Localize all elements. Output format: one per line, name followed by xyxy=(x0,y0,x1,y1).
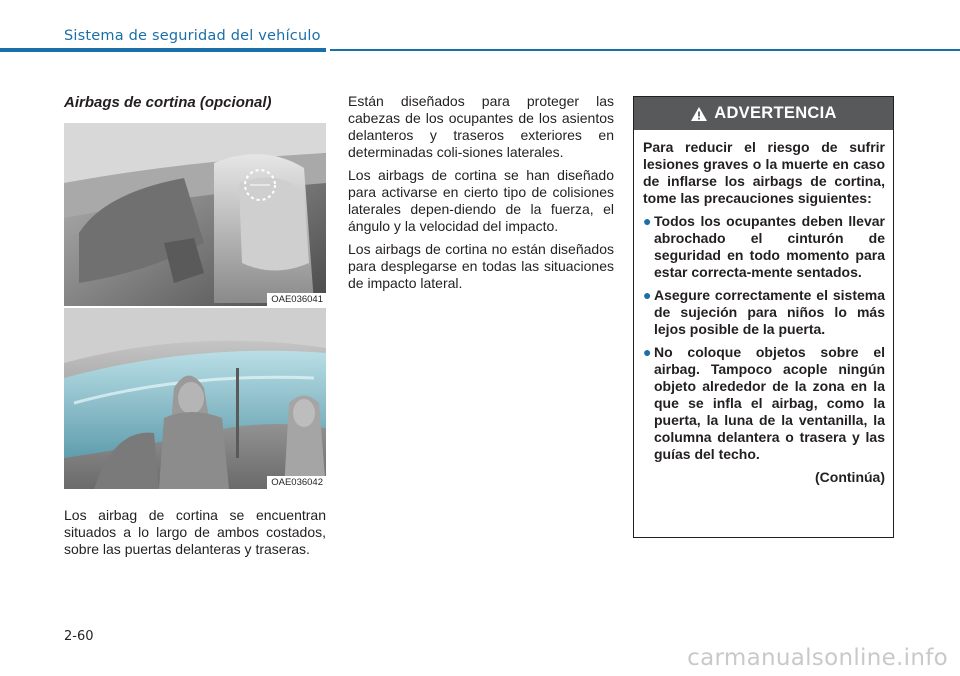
photo-curtain-airbag-location xyxy=(64,123,326,306)
bullet-icon: ● xyxy=(643,287,652,303)
paragraph: Están diseñados para proteger las cabezas de los ocupantes de los asientos delanteros y traseros exteriores en determinadas coli-siones laterales. xyxy=(348,93,614,160)
section-heading: Airbags de cortina (opcional) xyxy=(64,94,272,111)
warning-item-text: Todos los ocupantes deben llevar abrochado el cinturón de seguridad en todo momento para estar correcta-mente sentados. xyxy=(654,213,885,280)
warning-intro: Para reducir el riesgo de sufrir lesiones graves o la muerte en caso de inflarse los airbags de cortina, tome las precauciones siguientes: xyxy=(643,139,885,206)
warning-continued: (Continúa) xyxy=(815,469,885,485)
interior-headrest-illustration xyxy=(64,123,326,306)
warning-item xyxy=(643,344,885,463)
bullet-icon: ● xyxy=(643,213,652,229)
photo-curtain-airbag-deployed xyxy=(64,308,326,489)
paragraph: Los airbags de cortina se han diseñado para activarse en cierto tipo de colisiones laterales depen-diendo de la fuerza, el ángulo y la velocidad del impacto. xyxy=(348,167,614,234)
warning-title: ADVERTENCIA xyxy=(714,104,837,122)
photo-code: OAE036041 xyxy=(267,293,326,306)
warning-triangle-icon xyxy=(690,106,708,122)
warning-item-text: Asegure correctamente el sistema de sujeción para niños lo más lejos posible de la puerta. xyxy=(654,287,885,337)
middle-column xyxy=(348,93,614,298)
header-title: Sistema de seguridad del vehículo xyxy=(64,28,321,44)
header-rule-thin xyxy=(330,49,960,51)
deployed-airbag-illustration xyxy=(64,308,326,489)
warning-box xyxy=(633,96,894,538)
warning-body xyxy=(634,130,893,486)
paragraph: Los airbags de cortina no están diseñados para desplegarse en todas las situaciones de impacto lateral. xyxy=(348,241,614,291)
warning-item xyxy=(643,287,885,338)
warning-header xyxy=(634,97,893,130)
photo-code: OAE036042 xyxy=(267,476,326,489)
left-paragraph: Los airbag de cortina se encuentran situados a lo largo de ambos costados, sobre las puertas delanteras y traseras. xyxy=(64,507,326,557)
header-rule-thick xyxy=(0,48,326,52)
page-number: 2-60 xyxy=(64,629,94,644)
warning-item xyxy=(643,213,885,281)
watermark: carmanualsonline.info xyxy=(687,645,948,671)
warning-item-text: No coloque objetos sobre el airbag. Tampoco acople ningún objeto alrededor de la zona en la que se infla el airbag, como la puerta, la luna de la ventanilla, la columna delantera o trasera y las guías del techo. xyxy=(654,344,885,462)
bullet-icon: ● xyxy=(643,344,652,360)
